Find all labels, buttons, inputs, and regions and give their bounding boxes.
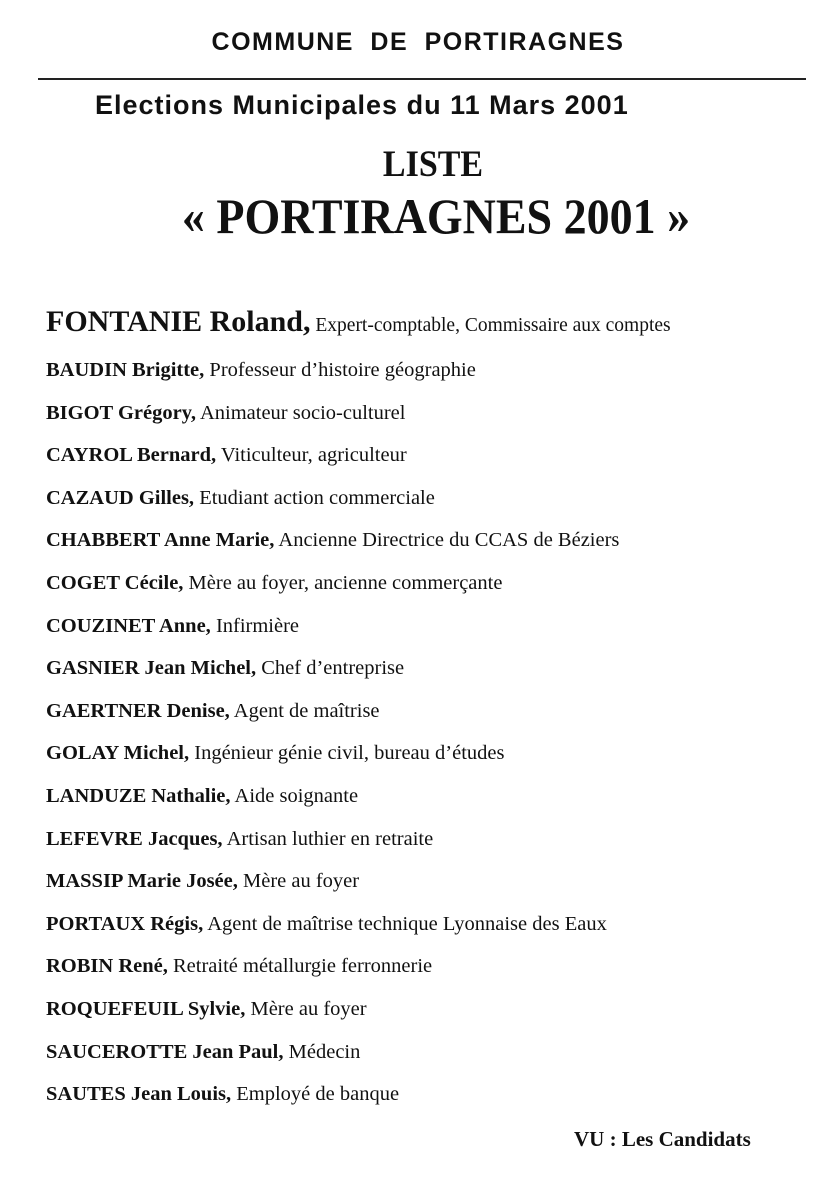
candidate-profession: Viticulteur, agriculteur [220,444,407,467]
candidate-profession: Aide soignante [234,784,359,807]
candidate-item [46,781,836,824]
candidate-name: CAZAUD Gilles, [46,486,195,509]
candidate-profession: Mère au foyer [250,997,367,1020]
candidate-profession: Expert-comptable, Commissaire aux comptes [315,315,671,336]
candidate-item [46,738,836,781]
candidate-name: MASSIP Marie Josée, [46,870,238,893]
vu-les-candidats: VU : Les Candidats [574,1127,751,1151]
candidate-item [46,653,836,696]
candidate-name: GAERTNER Denise, [46,699,230,722]
candidate-item [46,994,836,1037]
candidate-item [46,696,836,739]
candidate-name: BIGOT Grégory, [46,401,196,424]
candidate-item [46,824,836,867]
candidate-profession: Agent de maîtrise [233,699,380,722]
liste-label: LISTE [382,144,484,185]
candidate-profession: Employé de banque [236,1083,400,1106]
candidate-name: SAUTES Jean Louis, [46,1083,232,1106]
candidate-name: PORTAUX Régis, [46,912,204,935]
candidate-profession: Infirmière [215,614,300,637]
candidate-item [46,1079,836,1122]
candidate-name: SAUCEROTTE Jean Paul, [46,1040,284,1063]
candidate-item [46,909,836,952]
candidate-item [46,1037,836,1080]
candidate-profession: Retraité métallurgie ferronnerie [172,955,433,978]
candidate-name: GASNIER Jean Michel, [46,657,257,680]
candidate-profession: Professeur d’histoire géographie [209,359,476,381]
candidate-item [46,398,836,441]
candidate-item [46,866,836,909]
commune-title: COMMUNE DE PORTIRAGNES [211,28,625,56]
candidate-profession: Ancienne Directrice du CCAS de Béziers [278,529,620,552]
candidate-name: CAYROL Bernard, [46,444,217,467]
candidate-item [46,611,836,654]
candidate-profession: Mère au foyer [243,870,360,893]
candidate-name: CHABBERT Anne Marie, [46,529,275,552]
candidate-item [46,951,836,994]
candidate-item [46,483,836,526]
candidate-item [46,568,836,611]
candidate-item [46,525,836,568]
candidate-profession: Agent de maîtrise technique Lyonnaise des Eaux [207,912,607,935]
candidate-profession: Chef d’entreprise [261,657,405,680]
candidate-profession: Animateur socio-culturel [199,401,406,424]
candidate-name: LANDUZE Nathalie, [46,784,231,807]
candidate-profession: Mère au foyer, ancienne commerçante [188,571,503,594]
candidate-name: FONTANIE Roland, [46,305,311,338]
candidate-profession: Ingénieur génie civil, bureau d’études [194,742,505,765]
candidate-name: BAUDIN Brigitte, [46,359,205,381]
candidate-name: ROBIN René, [46,955,168,978]
candidate-profession: Artisan luthier en retraite [226,827,434,850]
header-divider [38,78,806,80]
candidate-name: GOLAY Michel, [46,742,190,765]
candidate-item [46,305,836,355]
candidate-name: COUZINET Anne, [46,614,211,637]
candidate-name: COGET Cécile, [46,571,184,594]
candidate-name: LEFEVRE Jacques, [46,827,223,850]
candidate-name: ROQUEFEUIL Sylvie, [46,997,246,1020]
candidate-item [46,440,836,483]
elections-title: Elections Municipales du 11 Mars 2001 [95,90,629,120]
candidate-profession: Médecin [288,1040,361,1063]
candidate-profession: Etudiant action commerciale [199,486,435,509]
candidate-list [46,305,836,1122]
list-name: « PORTIRAGNES 2001 » [181,188,691,245]
candidate-item [46,355,836,398]
